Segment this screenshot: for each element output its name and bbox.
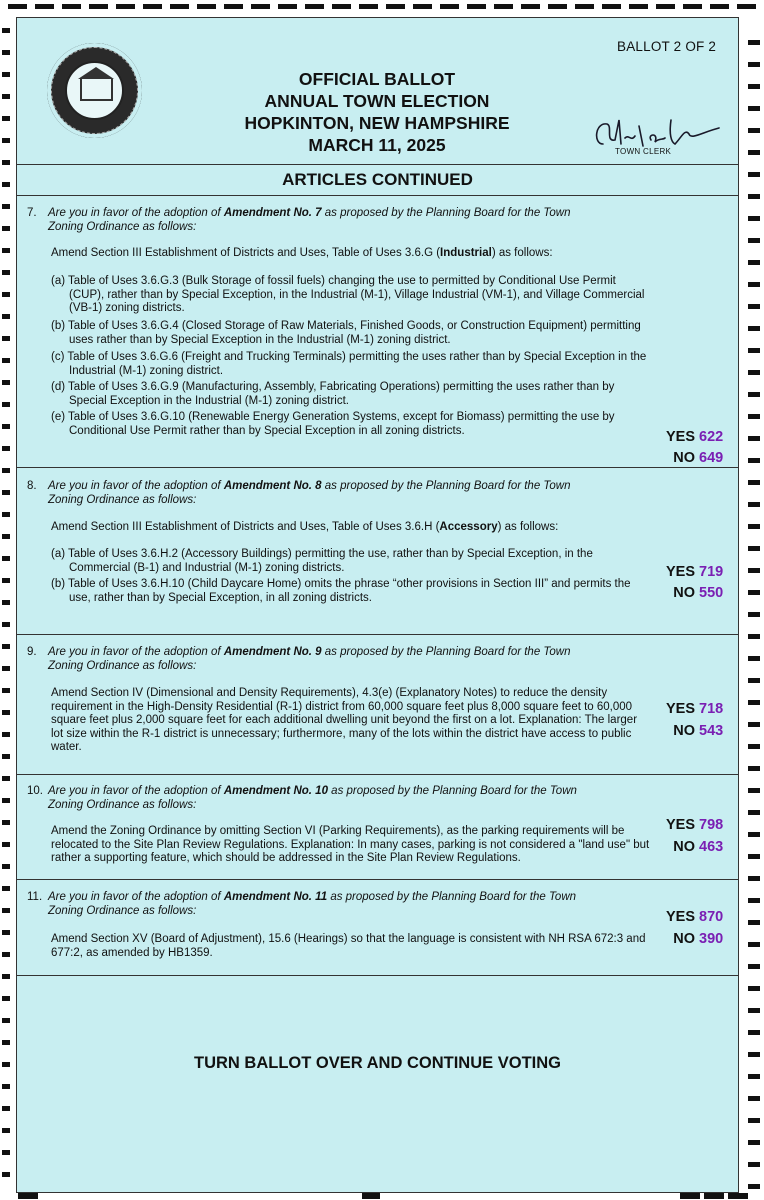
timing-mark	[467, 4, 486, 9]
title-line: OFFICIAL BALLOT	[298, 69, 456, 89]
timing-mark	[2, 248, 10, 253]
article-item: (b) Table of Uses 3.6.G.4 (Closed Storage of Raw Materials, Finished Goods, or Construction Equipment) permitting uses rather than by Special Exception in the Industrial (M-1) zoning district.	[51, 320, 641, 346]
timing-mark	[2, 798, 10, 803]
article-10	[17, 775, 738, 880]
timing-mark	[748, 502, 760, 507]
timing-mark	[2, 1106, 10, 1111]
timing-mark	[2, 930, 10, 935]
timing-mark	[748, 436, 760, 441]
section-title: ARTICLES CONTINUED	[17, 164, 738, 196]
timing-mark	[386, 4, 405, 9]
no-count: 390	[699, 931, 724, 947]
title-line: MARCH 11, 2025	[308, 135, 446, 155]
timing-mark	[2, 292, 10, 297]
top-timing-marks	[0, 0, 764, 10]
yes-count: 622	[699, 429, 724, 445]
timing-mark	[278, 4, 297, 9]
timing-mark	[2, 886, 10, 891]
timing-mark	[224, 4, 243, 9]
article-8	[17, 468, 738, 635]
timing-mark	[2, 1018, 10, 1023]
timing-mark	[748, 1140, 760, 1145]
timing-mark	[2, 776, 10, 781]
yes-count: 870	[699, 909, 724, 925]
timing-mark	[2, 1172, 10, 1177]
timing-mark	[602, 4, 621, 9]
ballot-page	[16, 17, 739, 1193]
yes-vote[interactable]: YES 622	[657, 429, 727, 445]
article-number: 9.	[27, 646, 37, 658]
no-vote[interactable]: NO 550	[657, 585, 727, 601]
timing-mark	[494, 4, 513, 9]
timing-mark	[2, 94, 10, 99]
timing-mark	[2, 424, 10, 429]
timing-mark	[748, 634, 760, 639]
article-9	[17, 635, 738, 775]
timing-mark	[332, 4, 351, 9]
timing-mark	[748, 524, 760, 529]
yes-count: 798	[699, 817, 724, 833]
timing-mark	[629, 4, 648, 9]
timing-mark	[362, 1193, 380, 1199]
timing-mark	[521, 4, 540, 9]
timing-mark	[680, 1193, 700, 1199]
timing-mark	[2, 820, 10, 825]
timing-mark	[748, 1118, 760, 1123]
yes-vote[interactable]: YES 719	[657, 564, 727, 580]
timing-mark	[2, 28, 10, 33]
no-count: 550	[699, 585, 724, 601]
timing-mark	[748, 766, 760, 771]
ballot-header	[17, 18, 738, 165]
article-11	[17, 880, 738, 976]
timing-mark	[748, 722, 760, 727]
timing-mark	[2, 754, 10, 759]
timing-mark	[62, 4, 81, 9]
timing-mark	[116, 4, 135, 9]
no-vote[interactable]: NO 390	[657, 931, 727, 947]
timing-mark	[2, 534, 10, 539]
timing-mark	[710, 4, 729, 9]
article-body: Amend Section XV (Board of Adjustment), 15.6 (Hearings) so that the language is consistent with NH RSA 672:3 and 677:2, as amended by HB1359.	[51, 933, 646, 959]
title-line: ANNUAL TOWN ELECTION	[264, 91, 490, 111]
timing-mark	[2, 116, 10, 121]
timing-mark	[683, 4, 702, 9]
article-number: 7.	[27, 207, 37, 219]
timing-mark	[2, 622, 10, 627]
timing-mark	[2, 644, 10, 649]
timing-mark	[748, 590, 760, 595]
timing-mark	[2, 578, 10, 583]
timing-mark	[748, 260, 760, 265]
timing-mark	[2, 160, 10, 165]
timing-mark	[2, 468, 10, 473]
no-count: 463	[699, 839, 724, 855]
no-vote[interactable]: NO 463	[657, 839, 727, 855]
timing-mark	[170, 4, 189, 9]
article-intro: Amend Section III Establishment of Districts and Uses, Table of Uses 3.6.G (Industrial) as follows:	[51, 247, 553, 259]
article-number: 11.	[27, 891, 43, 903]
ballot-number: BALLOT 2 OF 2	[617, 39, 717, 54]
amendment-name: Amendment No. 7	[223, 207, 322, 219]
timing-mark	[2, 688, 10, 693]
yes-count: 719	[699, 564, 724, 580]
timing-mark	[2, 50, 10, 55]
timing-mark	[2, 446, 10, 451]
timing-mark	[18, 1193, 38, 1199]
article-question: 8. Are you in favor of the adoption of Amendment No. 8 as proposed by the Planning Board for the Town Zoning Ordinance as follows:	[27, 480, 571, 506]
timing-mark	[2, 864, 10, 869]
timing-mark	[748, 832, 760, 837]
timing-mark	[2, 1084, 10, 1089]
timing-mark	[748, 964, 760, 969]
timing-mark	[748, 1162, 760, 1167]
town-clerk-label: TOWN CLERK	[615, 147, 672, 156]
timing-mark	[89, 4, 108, 9]
timing-mark	[2, 270, 10, 275]
timing-mark	[748, 986, 760, 991]
timing-mark	[748, 1008, 760, 1013]
timing-mark	[748, 238, 760, 243]
article-7	[17, 195, 738, 468]
timing-mark	[748, 40, 760, 45]
timing-mark	[748, 678, 760, 683]
ballot-title	[207, 68, 547, 156]
timing-mark	[143, 4, 162, 9]
article-item: (c) Table of Uses 3.6.G.6 (Freight and Trucking Terminals) permitting the uses rather than by Special Exception in the Industrial (M-1) zoning district.	[51, 351, 647, 377]
timing-mark	[2, 996, 10, 1001]
timing-mark	[2, 182, 10, 187]
timing-mark	[748, 744, 760, 749]
timing-mark	[305, 4, 324, 9]
turn-over-instruction: TURN BALLOT OVER AND CONTINUE VOTING	[194, 1054, 561, 1072]
timing-mark	[2, 358, 10, 363]
timing-mark	[728, 1193, 748, 1199]
timing-mark	[35, 4, 54, 9]
yes-vote[interactable]: YES 798	[657, 817, 727, 833]
article-body: Amend the Zoning Ordinance by omitting Section VI (Parking Requirements), as the parking requirements will be relocated to the Site Plan Review Regulations. Explanation: In many cases, parking is not considered a "land use" but rather a supporting feature, which should be addressed in the Site Plan Review Regulations.	[51, 825, 650, 864]
timing-mark	[575, 4, 594, 9]
timing-mark	[2, 490, 10, 495]
timing-mark	[748, 216, 760, 221]
timing-mark	[197, 4, 216, 9]
timing-mark	[2, 842, 10, 847]
article-item: (a) Table of Uses 3.6.H.2 (Accessory Buildings) permitting the use, rather than by Special Exception, in the Commercial (B-1) and Industrial (M-1) zoning districts.	[51, 548, 593, 574]
no-count: 543	[699, 723, 724, 739]
timing-mark	[2, 974, 10, 979]
article-question: 9. Are you in favor of the adoption of Amendment No. 9 as proposed by the Planning Board for the Town Zoning Ordinance as follows:	[27, 646, 571, 672]
timing-mark	[2, 72, 10, 77]
timing-mark	[748, 612, 760, 617]
right-timing-marks	[746, 0, 764, 1200]
timing-mark	[748, 370, 760, 375]
timing-mark	[748, 1074, 760, 1079]
article-item: (a) Table of Uses 3.6.G.3 (Bulk Storage of fossil fuels) changing the use to permitted by Conditional Use Permit (CUP), rather than by Special Exception, in the Industrial (M-1), Village Industrial (VM-1), and Village Commercial (VB-1) zoning districts.	[51, 275, 645, 314]
timing-mark	[2, 204, 10, 209]
amendment-name: Amendment No. 11	[223, 891, 328, 903]
timing-mark	[2, 1062, 10, 1067]
yes-count: 718	[699, 701, 724, 717]
amendment-name: Amendment No. 8	[223, 480, 322, 492]
timing-mark	[748, 194, 760, 199]
article-number: 10.	[27, 785, 43, 797]
timing-mark	[748, 150, 760, 155]
timing-mark	[748, 876, 760, 881]
timing-mark	[748, 700, 760, 705]
timing-mark	[748, 568, 760, 573]
timing-mark	[2, 952, 10, 957]
timing-mark	[748, 304, 760, 309]
timing-mark	[2, 1040, 10, 1045]
timing-mark	[2, 512, 10, 517]
no-vote[interactable]: NO 649	[657, 450, 727, 466]
timing-mark	[2, 556, 10, 561]
timing-mark	[359, 4, 378, 9]
timing-mark	[748, 546, 760, 551]
timing-mark	[748, 854, 760, 859]
timing-mark	[2, 314, 10, 319]
timing-mark	[748, 414, 760, 419]
article-body: Amend Section IV (Dimensional and Density Requirements), 4.3(e) (Explanatory Notes) to reduce the density requirement in the High-Density Residential (R-1) district from 60,000 square feet plus 8,000 square feet to 60,000 square feet plus 2,000 square feet for each additional dwelling unit beyond the first on a lot. Explanation: The larger lot size within the R-1 district is unnecessary; furthermore, many of the lots within the district have access to public water.	[51, 687, 638, 753]
timing-mark	[2, 600, 10, 605]
timing-mark	[748, 1030, 760, 1035]
article-intro: Amend Section III Establishment of Districts and Uses, Table of Uses 3.6.H (Accessory) as follows:	[51, 521, 559, 533]
timing-mark	[548, 4, 567, 9]
timing-mark	[704, 1193, 724, 1199]
timing-mark	[748, 348, 760, 353]
timing-mark	[748, 458, 760, 463]
timing-mark	[748, 480, 760, 485]
yes-vote[interactable]: YES 718	[657, 701, 727, 717]
timing-mark	[748, 942, 760, 947]
timing-mark	[251, 4, 270, 9]
timing-mark	[748, 1096, 760, 1101]
amendment-name: Amendment No. 9	[223, 646, 322, 658]
timing-mark	[2, 1128, 10, 1133]
title-line: HOPKINTON, NEW HAMPSHIRE	[244, 113, 510, 133]
timing-mark	[748, 1184, 760, 1189]
timing-mark	[748, 392, 760, 397]
timing-mark	[748, 84, 760, 89]
article-item: (e) Table of Uses 3.6.G.10 (Renewable Energy Generation Systems, except for Biomass) permitting the use by Conditional Use Permit rather than by Special Exception in all zoning districts.	[51, 411, 615, 437]
article-question: 11. Are you in favor of the adoption of Amendment No. 11 as proposed by the Planning Board for the Town Zoning Ordinance as follows:	[27, 891, 577, 917]
timing-mark	[748, 282, 760, 287]
article-number: 8.	[27, 480, 37, 492]
timing-mark	[748, 172, 760, 177]
timing-mark	[2, 380, 10, 385]
timing-mark	[656, 4, 675, 9]
timing-mark	[748, 810, 760, 815]
no-count: 649	[699, 450, 724, 466]
article-item: (d) Table of Uses 3.6.G.9 (Manufacturing, Assembly, Fabricating Operations) permitting the uses rather than by Special Exception in the Industrial (M-1) zoning district.	[51, 381, 615, 407]
article-question: 7. Are you in favor of the adoption of Amendment No. 7 as proposed by the Planning Board for the Town Zoning Ordinance as follows:	[27, 207, 571, 233]
timing-mark	[2, 732, 10, 737]
town-seal-icon	[47, 43, 142, 138]
amendment-name: Amendment No. 10	[223, 785, 328, 797]
article-question: 10. Are you in favor of the adoption of Amendment No. 10 as proposed by the Planning Board for the Town Zoning Ordinance as follows:	[27, 785, 577, 811]
article-item: (b) Table of Uses 3.6.H.10 (Child Daycare Home) omits the phrase “other provisions in Section III” and permits the use, rather than by Special Exception, in all zoning districts.	[51, 578, 631, 604]
timing-mark	[748, 656, 760, 661]
timing-mark	[440, 4, 459, 9]
timing-mark	[2, 226, 10, 231]
timing-mark	[2, 908, 10, 913]
timing-mark	[748, 1052, 760, 1057]
timing-mark	[748, 62, 760, 67]
timing-mark	[748, 920, 760, 925]
timing-mark	[2, 666, 10, 671]
timing-mark	[413, 4, 432, 9]
timing-mark	[748, 128, 760, 133]
yes-vote[interactable]: YES 870	[657, 909, 727, 925]
timing-mark	[2, 138, 10, 143]
timing-mark	[748, 106, 760, 111]
timing-mark	[748, 898, 760, 903]
timing-mark	[748, 326, 760, 331]
timing-mark	[2, 710, 10, 715]
timing-mark	[2, 336, 10, 341]
timing-mark	[2, 1150, 10, 1155]
timing-mark	[748, 788, 760, 793]
no-vote[interactable]: NO 543	[657, 723, 727, 739]
timing-mark	[2, 402, 10, 407]
left-timing-marks	[0, 0, 12, 1200]
